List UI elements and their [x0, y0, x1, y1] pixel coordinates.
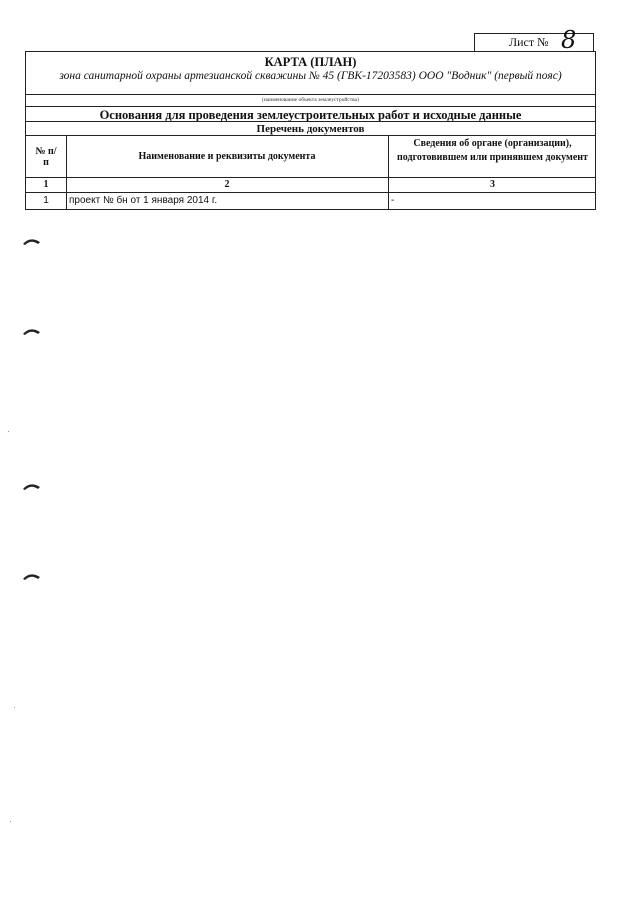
- sheet-number-box: [474, 26, 594, 54]
- punch-mark-icon: [22, 236, 42, 246]
- section-title: Основания для проведения землеустроительных работ и исходные данные: [99, 108, 522, 122]
- scan-speck: [14, 707, 15, 708]
- sheet-label: Лист №: [509, 35, 549, 49]
- column-separator: [388, 135, 389, 209]
- column-header-number: № п/п: [35, 145, 57, 168]
- punch-mark-icon: [22, 571, 42, 581]
- divider: [26, 106, 595, 107]
- row-organization: -: [391, 195, 395, 206]
- row-index: 1: [43, 195, 49, 206]
- sheet-number: 8: [561, 26, 577, 54]
- column-number-1: 1: [43, 179, 49, 190]
- column-header-organization: Сведения об органе (организации), подготовившем или принявшем документ: [397, 138, 588, 163]
- row-document: проект № бн от 1 января 2014 г.: [69, 195, 218, 206]
- punch-mark-icon: [22, 326, 42, 336]
- page-title: КАРТА (ПЛАН): [264, 55, 357, 69]
- scan-speck: [8, 431, 9, 432]
- plan-form: [25, 51, 596, 210]
- column-separator: [66, 135, 67, 209]
- column-number-2: 2: [224, 179, 230, 190]
- column-number-3: 3: [490, 179, 495, 190]
- object-name-underline: [26, 94, 595, 95]
- divider: [26, 121, 595, 122]
- punch-mark-icon: [22, 481, 42, 491]
- column-header-document: Наименование и реквизиты документа: [138, 151, 316, 162]
- scan-speck: [10, 821, 11, 822]
- object-name: зона санитарной охраны артезианской скважины № 45 (ГВК-17203583) ООО "Водник" (первый пояс): [59, 70, 562, 82]
- object-name-caption: (наименование объекта землеустройства): [262, 97, 359, 103]
- list-title: Перечень документов: [256, 123, 365, 135]
